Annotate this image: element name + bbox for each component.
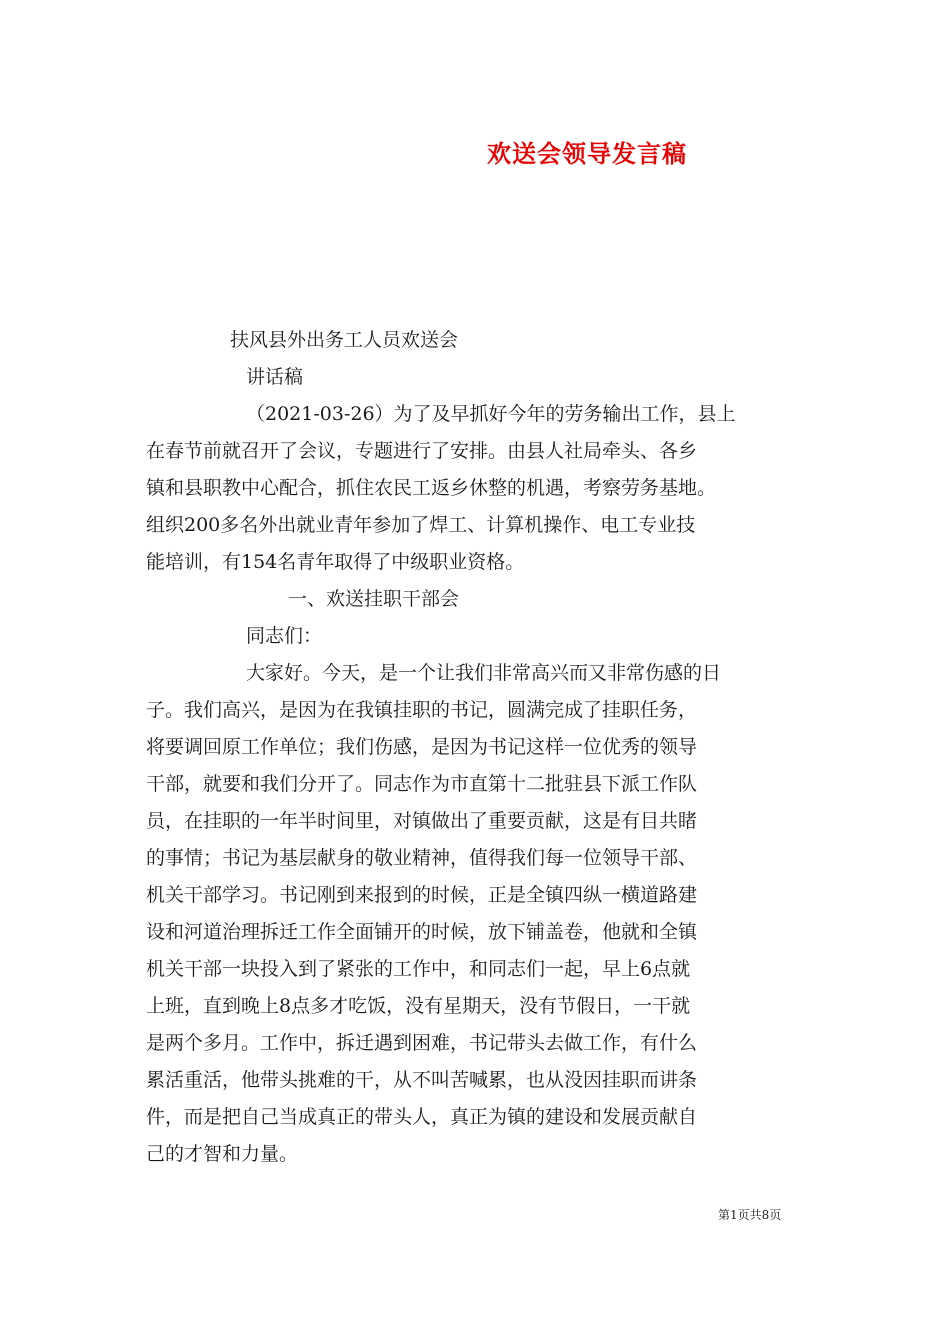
- text-line: 干部，就要和我们分开了。同志作为市直第十二批驻县下派工作队: [146, 773, 698, 795]
- text-line: 员，在挂职的一年半时间里，对镇做出了重要贡献，这是有目共睹: [146, 810, 698, 832]
- subtitle-line: 扶风县外出务工人员欢送会: [230, 329, 459, 351]
- text-line: 组织200多名外出就业青年参加了焊工、计算机操作、电工专业技: [146, 514, 696, 536]
- subtitle-line: 讲话稿: [246, 366, 304, 388]
- text-line: 设和河道治理拆迁工作全面铺开的时候，放下铺盖卷，他就和全镇: [146, 921, 698, 943]
- text-line: 子。我们高兴，是因为在我镇挂职的书记，圆满完成了挂职任务，: [146, 699, 698, 721]
- text-line: 是两个多月。工作中，拆迁遇到困难，书记带头去做工作，有什么: [146, 1032, 698, 1054]
- text-line: 大家好。今天，是一个让我们非常高兴而又非常伤感的日: [246, 662, 722, 684]
- section-heading: 一、欢送挂职干部会: [288, 588, 460, 610]
- text-line: 的事情；书记为基层献身的敬业精神，值得我们每一位领导干部、: [146, 847, 698, 869]
- document-title: 欢送会领导发言稿: [487, 139, 687, 168]
- page-number: 第1页共8页: [718, 1208, 782, 1222]
- intro-paragraph: [146, 396, 816, 581]
- text-line: 己的才智和力量。: [146, 1143, 299, 1165]
- text-line: 将要调回原工作单位；我们伤感，是因为书记这样一位优秀的领导: [146, 736, 698, 758]
- speech-paragraph: [146, 655, 816, 1173]
- section-heading-block: [146, 581, 816, 655]
- text-line: 在春节前就召开了会议，专题进行了安排。由县人社局牵头、各乡: [146, 440, 698, 462]
- text-line: （2021-03-26）为了及早抓好今年的劳务输出工作，县上: [246, 403, 736, 425]
- text-line: 机关干部学习。书记刚到来报到的时候，正是全镇四纵一横道路建: [146, 884, 698, 906]
- text-line: 累活重活，他带头挑难的干，从不叫苦喊累，也从没因挂职而讲条: [146, 1069, 698, 1091]
- text-line: 上班，直到晚上8点多才吃饭，没有星期天，没有节假日，一干就: [146, 995, 691, 1017]
- text-line: 机关干部一块投入到了紧张的工作中，和同志们一起，早上6点就: [146, 958, 691, 980]
- text-line: 镇和县职教中心配合，抓住农民工返乡休整的机遇，考察劳务基地。: [146, 477, 717, 499]
- text-line: 件，而是把自己当成真正的带头人，真正为镇的建设和发展贡献自: [146, 1106, 698, 1128]
- salutation: 同志们：: [246, 625, 323, 647]
- header-block: [146, 322, 816, 396]
- text-line: 能培训，有154名青年取得了中级职业资格。: [146, 551, 525, 573]
